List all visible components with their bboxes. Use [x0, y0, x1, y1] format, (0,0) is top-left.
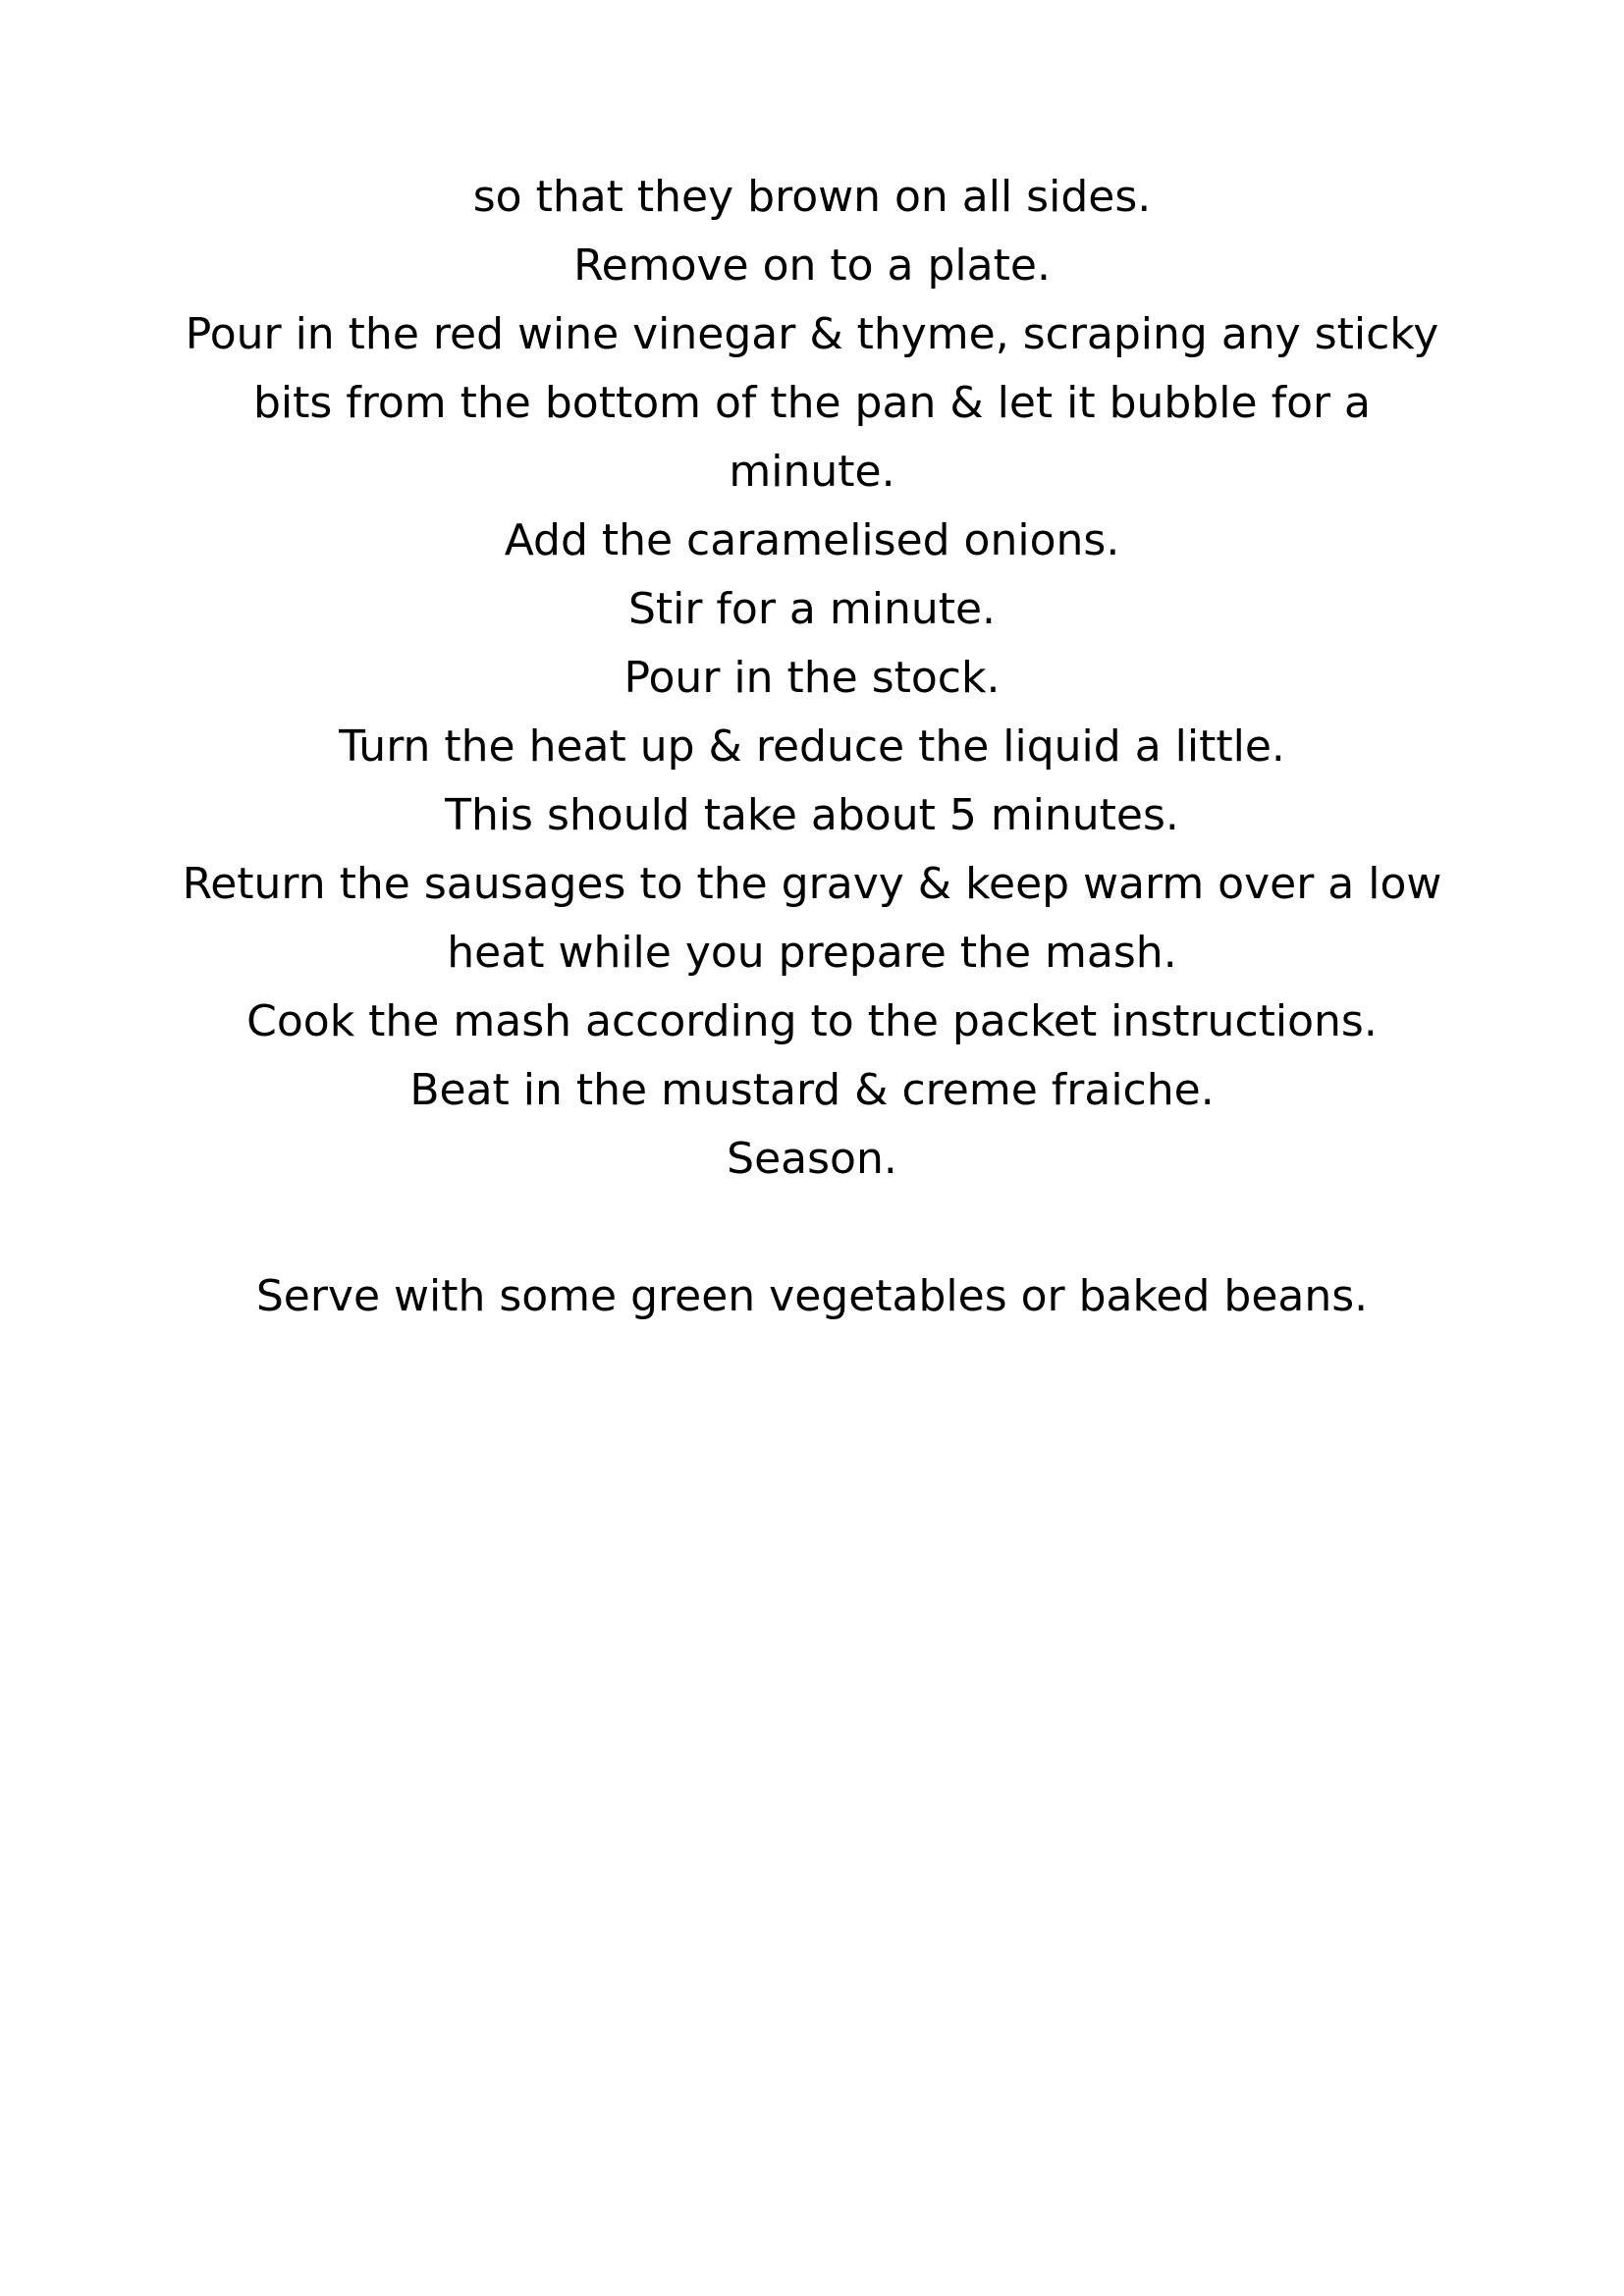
text-line: bits from the bottom of the pan & let it bubble for a	[252, 378, 1372, 428]
text-line: Add the caramelised onions.	[504, 515, 1120, 565]
text-line: Remove on to a plate.	[573, 240, 1051, 291]
text-line: so that they brown on all sides.	[472, 172, 1152, 222]
text-line: Season.	[727, 1134, 897, 1184]
text-line: Pour in the red wine vinegar & thyme, scraping any sticky	[185, 309, 1439, 359]
text-line: Beat in the mustard & creme fraiche.	[409, 1065, 1215, 1115]
paragraph-break	[118, 1194, 1506, 1262]
text-line: This should take about 5 minutes.	[445, 790, 1179, 840]
text-line: Return the sausages to the gravy & keep warm over a low	[182, 859, 1442, 909]
text-line: Turn the heat up & reduce the liquid a little.	[339, 721, 1285, 772]
text-line: Cook the mash according to the packet instructions.	[246, 996, 1378, 1046]
text-line: Stir for a minute.	[627, 584, 997, 634]
text-line: heat while you prepare the mash.	[447, 928, 1177, 978]
text-line: minute.	[729, 447, 895, 497]
serving-suggestion: Serve with some green vegetables or baked beans.	[255, 1271, 1369, 1321]
text-line: Pour in the stock.	[623, 653, 1001, 703]
recipe-method-text	[118, 163, 1506, 1331]
